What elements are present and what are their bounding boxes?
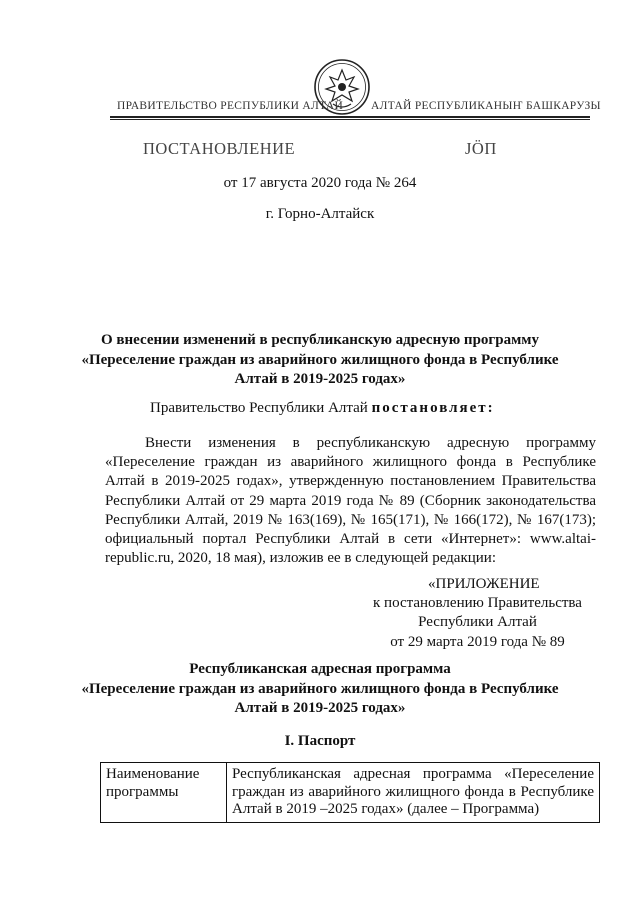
table-cell-value: Республиканская адресная программа «Переселение граждан из аварийного жилищного фонда в Республике Алтай в 2019 –2025 годах» (далее – Программа) xyxy=(227,763,600,823)
document-title-line: Алтай в 2019-2025 годах» xyxy=(234,371,406,387)
document-date-number: от 17 августа 2020 года № 264 xyxy=(223,175,417,191)
appendix-reference xyxy=(360,575,595,652)
appendix-line: «ПРИЛОЖЕНИЕ xyxy=(428,576,540,592)
resolution-prefix: Правительство Республики Алтай xyxy=(150,400,368,416)
document-type-altai: ЈӦП xyxy=(465,139,497,158)
document-title-line: «Переселение граждан из аварийного жилищного фонда в Республике xyxy=(81,351,559,368)
passport-table xyxy=(100,762,600,823)
program-title-line: Республиканская адресная программа xyxy=(189,661,451,677)
table-cell-label: Наименование программы xyxy=(101,763,227,823)
program-title xyxy=(60,660,580,719)
appendix-line: к постановлению Правительства xyxy=(373,595,582,612)
body-paragraph: Внести изменения в республиканскую адресную программу «Переселение граждан из аварийного жилищного фонда в Республике Алтай в 2019-2025 годах», утвержденную постановлением Правительства Республики Алтай от 29 марта 2019 года № 89 (Сборник законодательства Республики Алтай, 2019 № 163(169), № 165(171), № 166(172), № 167(173); официальный портал Республики Алтай в сети «Интернет»: www.altai-republic.ru, 2020, 18 мая), изложив ее в следующей редакции: xyxy=(105,435,596,567)
header-rule-thin xyxy=(110,119,590,120)
section-heading: I. Паспорт xyxy=(284,733,356,749)
appendix-line: от 29 марта 2019 года № 89 xyxy=(390,633,565,650)
resolution-phrase xyxy=(150,400,495,417)
program-title-line: Алтай в 2019-2025 годах» xyxy=(234,700,406,716)
government-name-ru: ПРАВИТЕЛЬСТВО РЕСПУБЛИКИ АЛТАЙ xyxy=(117,100,344,112)
document-title-line: О внесении изменений в республиканскую адресную программу xyxy=(100,332,540,348)
document-city: г. Горно-Алтайск xyxy=(265,206,375,222)
resolution-verb: постановляет: xyxy=(371,400,495,416)
government-name-altai: АЛТАЙ РЕСПУБЛИКАНЫҤ БАШКАРУЗЫ xyxy=(371,100,601,112)
document-title xyxy=(60,331,580,390)
header-rule-thick xyxy=(110,116,590,118)
appendix-line: Республики Алтай xyxy=(418,614,537,631)
document-type-ru: ПОСТАНОВЛЕНИЕ xyxy=(143,139,296,158)
program-title-line: «Переселение граждан из аварийного жилищного фонда в Республике xyxy=(81,680,559,697)
table-row xyxy=(101,763,600,823)
